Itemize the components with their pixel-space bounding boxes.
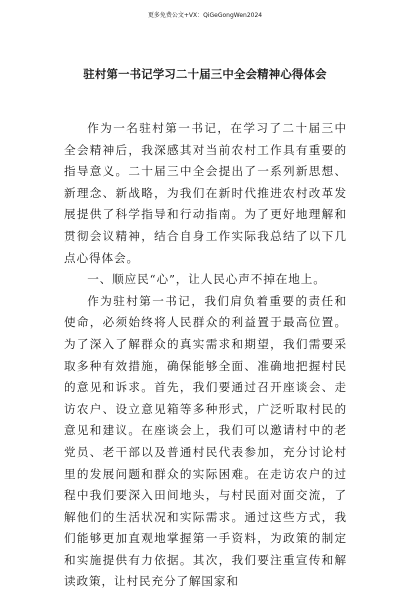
section-heading-1: 一、顺应民“心”，让人民心声不掉在地上。: [87, 272, 326, 287]
intro-paragraph: 作为一名驻村第一书记，在学习了二十届三中全会精神后，我深感其对当前农村工作具有重要的指导意义。二十届三中全会提出了一系列新思想、新理念、新战略，为我们在新时代推进农村改革发展提供了科学指导和行动指南。为了更好地理解和贯彻会议精神，结合自身工作实际我总结了以下几点心得体会。: [64, 121, 347, 265]
document-title: 驻村第一书记学习二十届三中全会精神心得体会: [83, 67, 327, 81]
document-body: [64, 118, 347, 593]
header-watermark: 更多免费公文+VX：QiGeGongWen2024: [147, 12, 263, 19]
section-paragraph-1: 作为驻村第一书记，我们肩负着重要的责任和使命，必须始终将人民群众的利益置于最高位置。为了深入了解群众的真实需求和期望，我们需要采取多种有效措施，确保能够全面、准确地把握村民的意见和诉求。首先，我们要通过召开座谈会、走访农户、设立意见箱等多种形式，广泛听取村民的意见和建议。在座谈会上，我们可以邀请村中的老党员、老干部以及普通村民代表参加，充分讨论村里的发展问题和群众的实际困难。在走访农户的过程中我们要深入田间地头，与村民面对面交流，了解他们的生活状况和实际需求。通过这些方式，我们能够更加直观地掌握第一手资料，为政策的制定和实施提供有力依据。其次，我们要注重宣传和解读政策，让村民充分了解国家和: [64, 293, 347, 589]
